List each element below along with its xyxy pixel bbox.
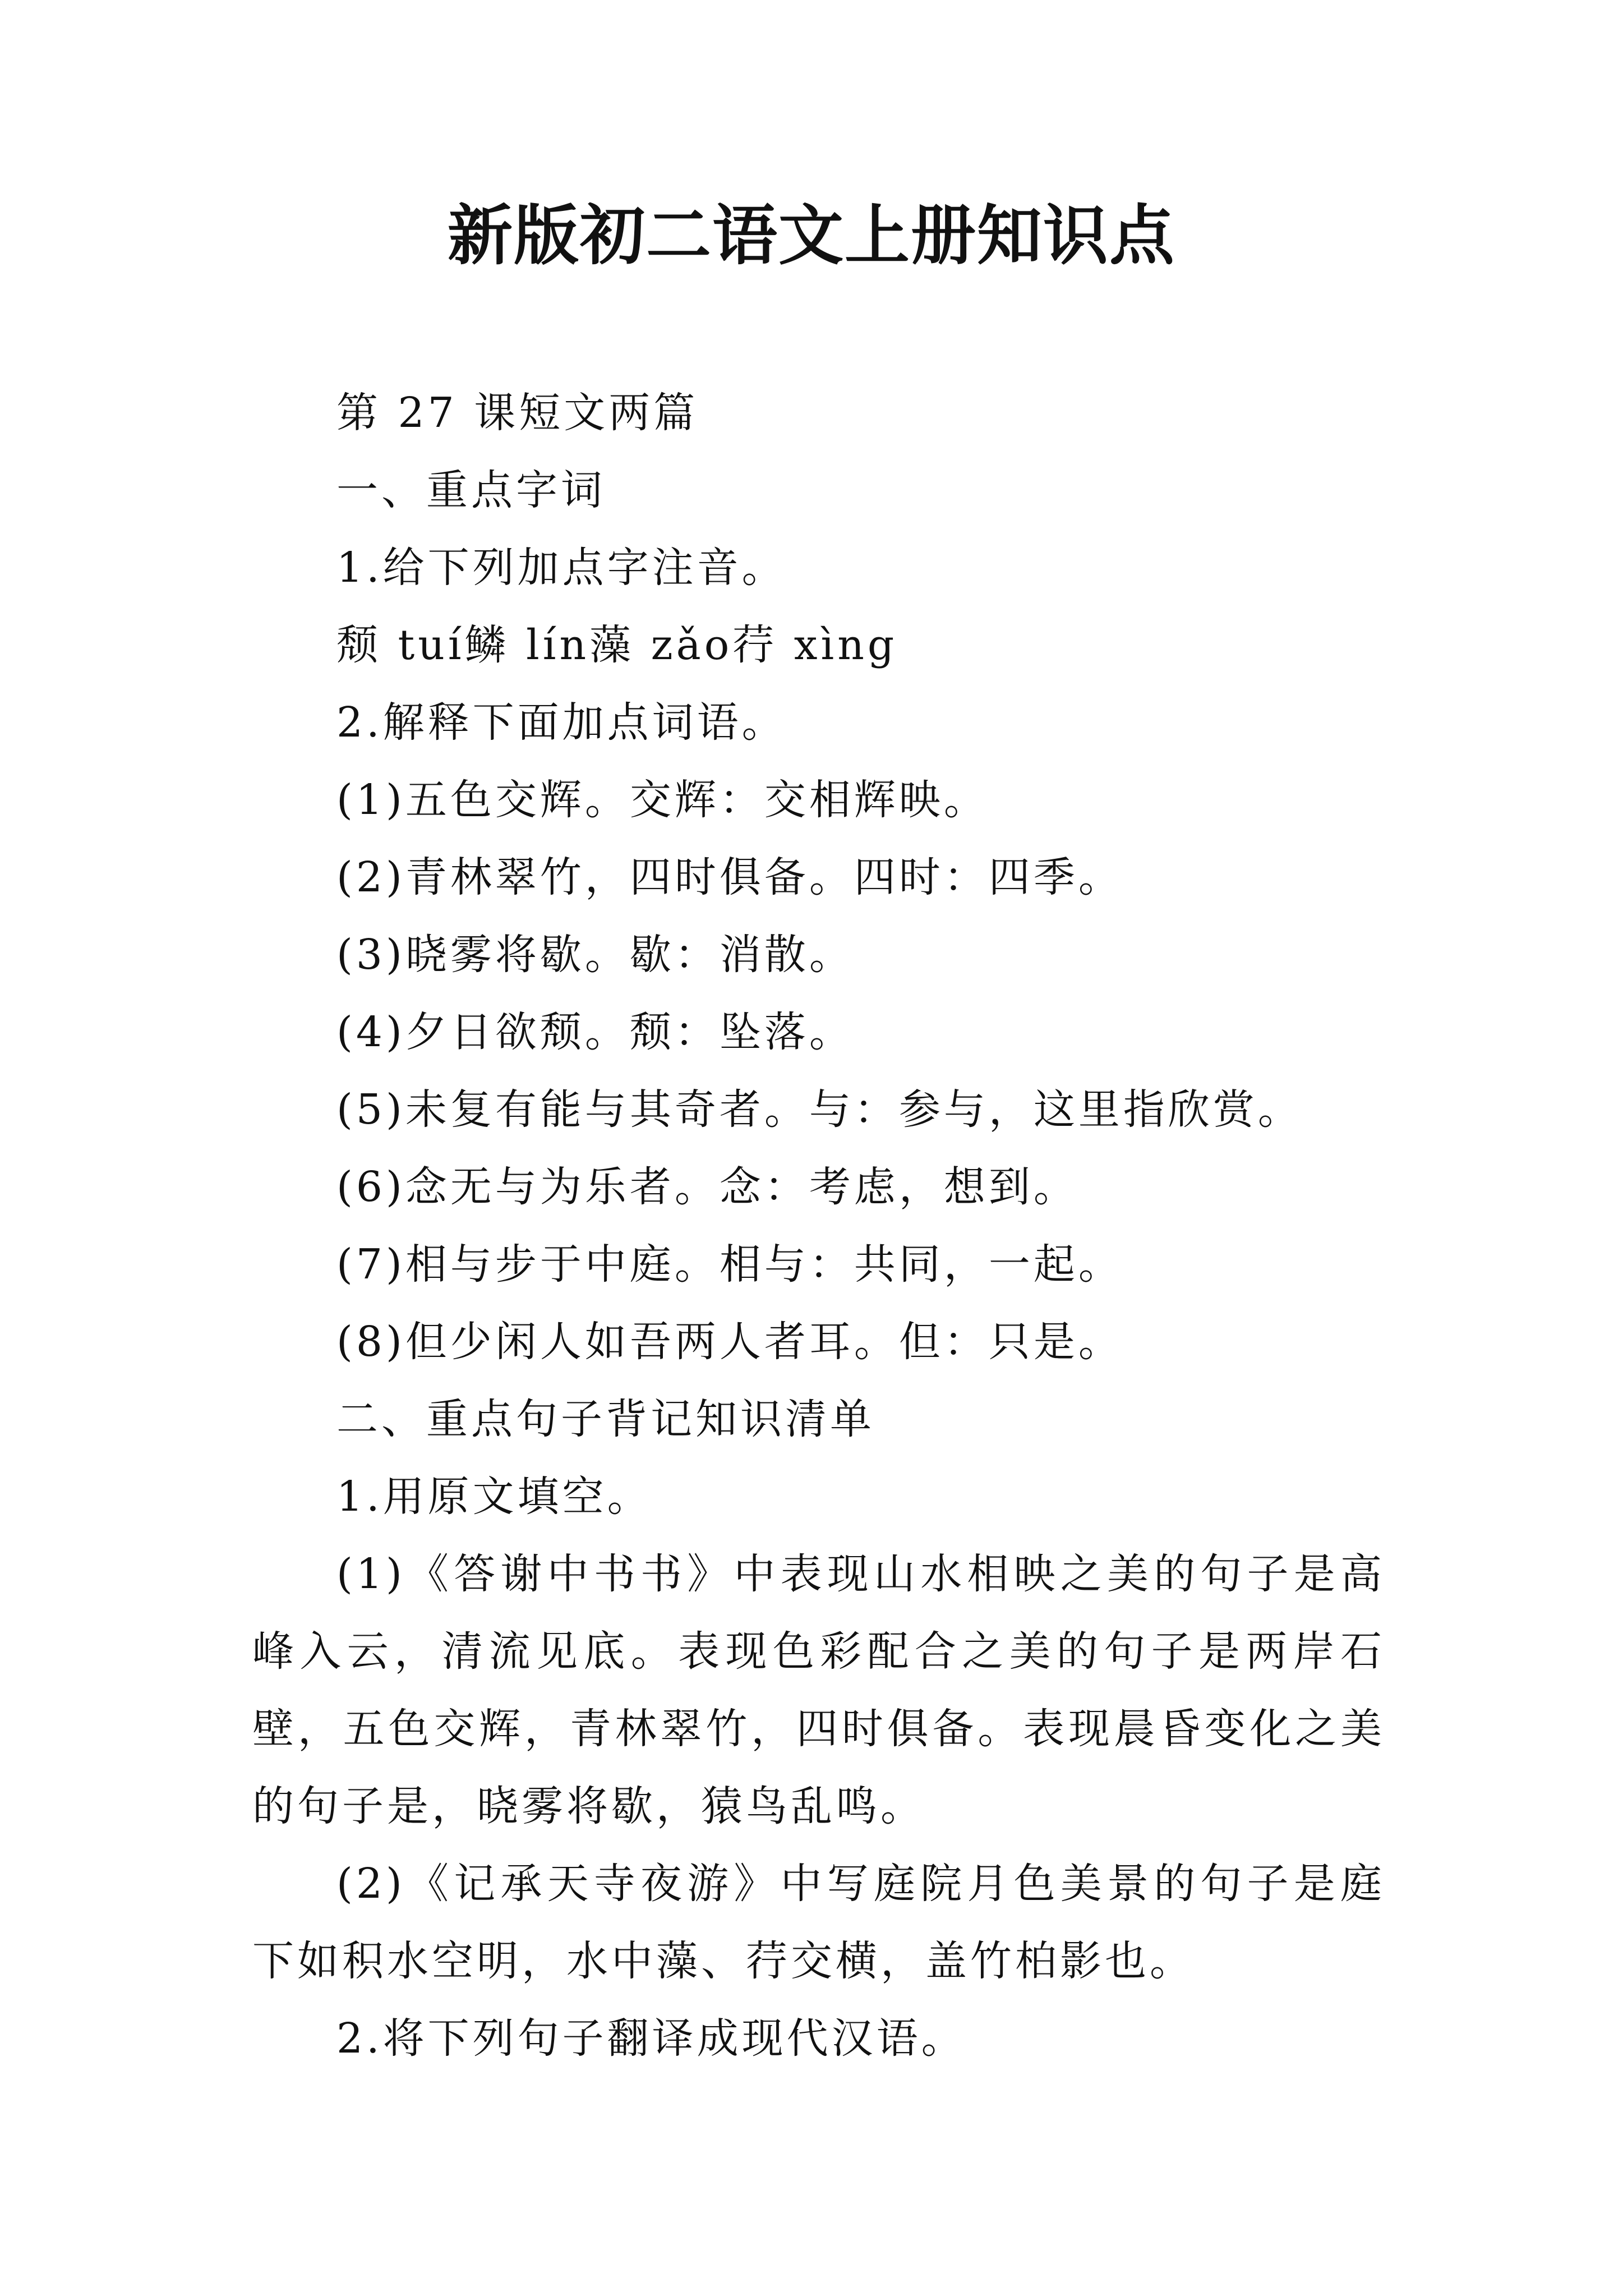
explain-item-5: (5)未复有能与其奇者。与：参与，这里指欣赏。 — [336, 1085, 1303, 1134]
explain-item-3: (3)晓雾将歇。歇：消散。 — [336, 931, 854, 979]
explain-item-6: (6)念无与为乐者。念：考虑，想到。 — [336, 1163, 1078, 1211]
question-translate: 2.将下列句子翻译成现代汉语。 — [336, 2014, 966, 2063]
fill-blank-answer-2: (2)《记承天寺夜游》中写庭院月色美景的句子是庭下如积水空明，水中藻、荇交横，盖竹柏影也。 — [252, 1860, 1385, 1985]
question-explain-words: 2.解释下面加点词语。 — [336, 698, 787, 747]
lesson-heading: 第 27 课短文两篇 — [336, 389, 699, 437]
explain-item-2: (2)青林翠竹，四时俱备。四时：四季。 — [336, 853, 1123, 901]
fill-blank-answer-1: (1)《答谢中书书》中表现山水相映之美的句子是高峰入云，清流见底。表现色彩配合之美的句子是两岸石壁，五色交辉，青林翠竹，四时俱备。表现晨昏变化之美的句子是，晓雾将歇，猿鸟乱鸣。 — [252, 1550, 1385, 1830]
question-pinyin: 1.给下列加点字注音。 — [336, 544, 787, 592]
document-title: 新版初二语文上册知识点 — [448, 197, 1175, 274]
explain-item-8: (8)但少闲人如吾两人者耳。但：只是。 — [336, 1318, 1123, 1366]
question-fill-blanks: 1.用原文填空。 — [336, 1473, 652, 1521]
explain-item-1: (1)五色交辉。交辉：交相辉映。 — [336, 776, 989, 824]
explain-item-7: (7)相与步于中庭。相与：共同，一起。 — [336, 1240, 1123, 1289]
document-body — [252, 374, 1385, 2077]
pinyin-answers: 颓 tuí鳞 lín藻 zǎo荇 xìng — [336, 621, 898, 669]
section-heading-key-words: 一、重点字词 — [336, 466, 606, 514]
explain-item-4: (4)夕日欲颓。颓：坠落。 — [336, 1008, 854, 1056]
section-heading-key-sentences: 二、重点句子背记知识清单 — [336, 1395, 875, 1443]
